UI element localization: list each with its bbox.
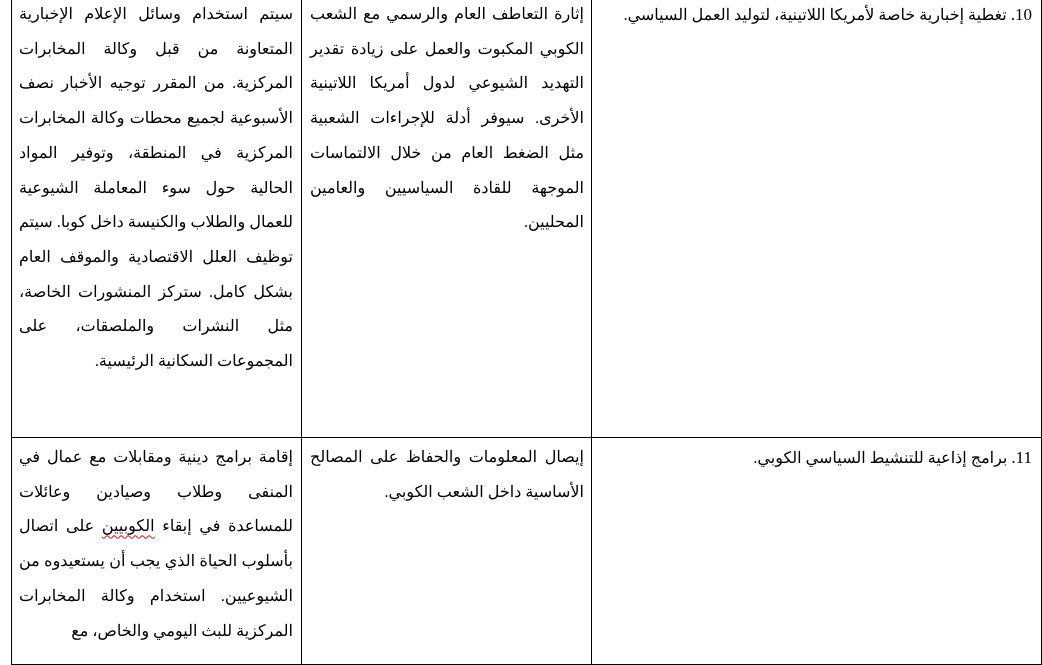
table-row bbox=[12, 0, 1042, 438]
item-number: 11. bbox=[1011, 448, 1032, 467]
table-row bbox=[12, 438, 1042, 665]
objective-text: إيصال المعلومات والحفاظ على المصالح الأساسية داخل الشعب الكوبي. bbox=[310, 449, 584, 501]
item-title: تغطية إخبارية خاصة لأمريكا اللاتينية، لتوليد العمل السياسي. bbox=[623, 7, 1007, 24]
objective-cell bbox=[302, 438, 592, 665]
spellcheck-flagged-word: الكوبيين bbox=[101, 518, 155, 536]
method-text bbox=[12, 441, 301, 649]
objective-cell bbox=[302, 0, 592, 438]
item-title-cell bbox=[592, 438, 1042, 665]
item-title-text bbox=[592, 441, 1041, 477]
item-number: 10. bbox=[1010, 5, 1032, 24]
method-cell bbox=[12, 0, 302, 438]
method-cell bbox=[12, 438, 302, 665]
objective-text: إثارة التعاطف العام والرسمي مع الشعب الكوبي المكبوت والعمل على زيادة تقدير التهديد الشيوعي لدول أمريكا اللاتينية الأخرى. سيوفر أدلة للإجراءات الشعبية مثل الضغط العام من خلال الالتماسات الموجهة للقادة السياسيين والعامين المحليين. bbox=[310, 6, 584, 232]
method-text: سيتم استخدام وسائل الإعلام الإخبارية المتعاونة من قبل وكالة المخابرات المركزية. من المقرر توجيه الأخبار نصف الأسبوعية لجميع محطات وكالة المخابرات المركزية في المنطقة، وتوفير المواد الحالية حول سوء المعاملة الشيوعية للعمال والطلاب والكنيسة داخل كوبا. سيتم توظيف العلل الاقتصادية والموقف العام بشكل كامل. ستركز المنشورات الخاصة، مثل النشرات والملصقات، على المجموعات السكانية الرئيسية. bbox=[19, 6, 293, 371]
item-title-text bbox=[592, 0, 1041, 34]
method-text-part: إقامة برامج دينية ومقابلات مع عمال في المنفى وطلاب وصيادين وعائلات للمساعدة في إبقاء bbox=[19, 449, 293, 536]
document-table bbox=[11, 0, 1042, 665]
item-title: برامج إذاعية للتنشيط السياسي الكوبي. bbox=[753, 450, 1008, 467]
item-title-cell bbox=[592, 0, 1042, 438]
method-text-part: على اتصال بأسلوب الحياة الذي يجب أن يستعيدوه من الشيوعيين. استخدام وكالة المخابرات المركزية للبث اليومي والخاص، مع bbox=[19, 518, 293, 640]
